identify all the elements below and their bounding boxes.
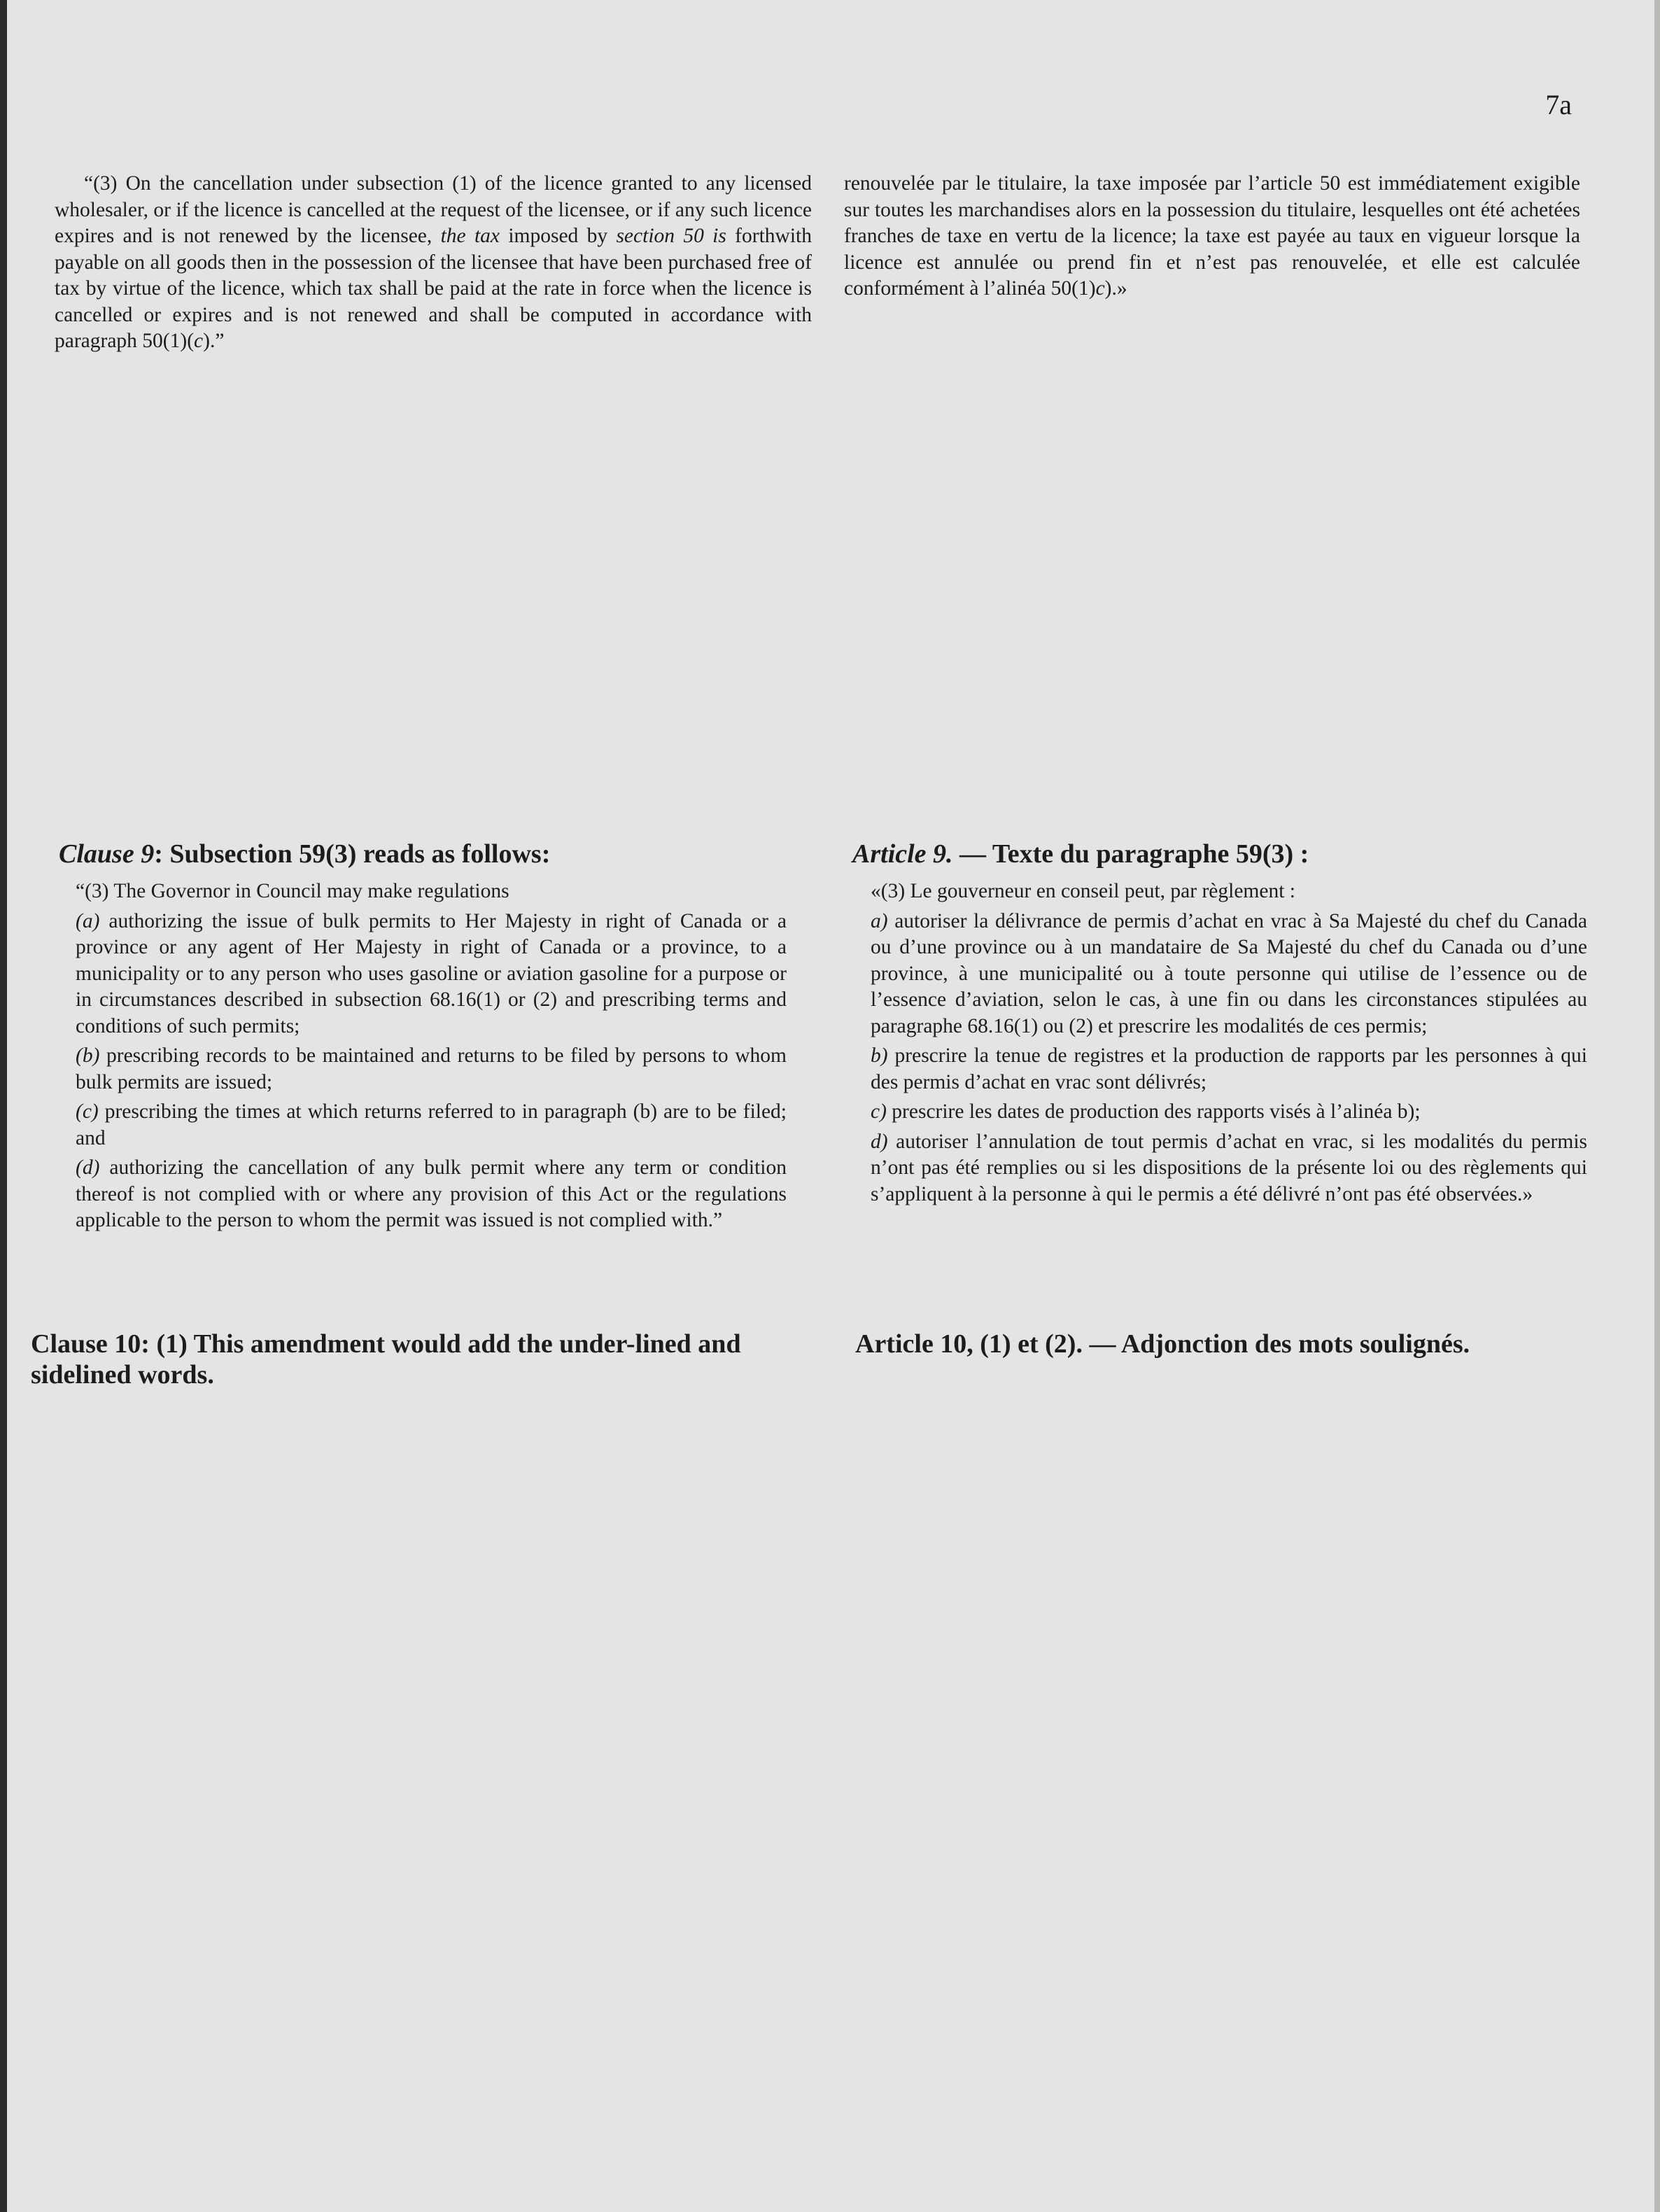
paragraphe-50-3-texte: renouvelée par le titulaire, la taxe imposée par l’article 50 est immédiatement exigible sur toutes les marchandises alors en la possession du titulaire, lesquelles ont été achetées franches de taxe en vertu de la licence; la taxe est payée au taux en vigueur lorsque la licence est annulée ou prend fin et n’est pas renouvelée, et elle est calculée conformément à l’alinéa 50(1)c).» [844, 172, 1580, 300]
page-left-edge [0, 0, 7, 2212]
clause-9-item-c: (c) prescribing the times at which returns referred to in paragraph (b) are to be filed; and [76, 1100, 787, 1149]
clause-9-lead: “(3) The Governor in Council may make regulations [76, 880, 509, 902]
clause-9-body [76, 878, 787, 1238]
article-9-body [871, 878, 1587, 1211]
article-9-item-a: a) autoriser la délivrance de permis d’achat en vrac à Sa Majesté du chef du Canada ou d’une province ou à un mandataire de Sa Majesté du chef du Canada ou d’une province, à une municipalité ou à toute personne qui utilise de l’essence ou de l’essence d’aviation, selon le cas, à une fin ou dans les circonstances stipulées au paragraphe 68.16(1) ou (2) et prescrire les modalités de ces permis; [871, 909, 1587, 1037]
subsection-50-3-text: “(3) On the cancellation under subsection (1) of the licence granted to any licensed wholesaler, or if the licence is cancelled at the request of the licensee, or if any such licence expires and is not renewed by the licensee, the tax imposed by section 50 is forthwith payable on all goods then in the possession of the licensee that have been purchased free of tax by virtue of the licence, which tax shall be paid at the rate in force when the licence is cancelled or expires and is not renewed and shall be computed in accordance with paragraph 50(1)(c).” [55, 172, 812, 352]
clause-10-heading: Clause 10: (1) This amendment would add the under-lined and sidelined words. [31, 1329, 741, 1390]
article-9-heading: Article 9. — Texte du paragraphe 59(3) : [852, 839, 1309, 869]
clause-9-item-b: (b) prescribing records to be maintained and returns to be filed by persons to whom bulk permits are issued; [76, 1044, 787, 1093]
english-column [55, 171, 812, 355]
article-9-item-c: c) prescrire les dates de production des rapports visés à l’alinéa b); [871, 1100, 1421, 1123]
page-number: 7a [1545, 89, 1572, 120]
article-10-heading: Article 10, (1) et (2). — Adjonction des mots soulignés. [855, 1329, 1470, 1359]
clause-9-item-d: (d) authorizing the cancellation of any bulk permit where any term or condition thereof is not complied with or where any provision of this Act or the regulations applicable to the person to whom the permit was issued is not complied with.” [76, 1156, 787, 1231]
clause-9-item-a: (a) authorizing the issue of bulk permits to Her Majesty in right of Canada or a province or any agent of Her Majesty in right of Canada or a province, to a municipality or to any person who uses gasoline or aviation gasoline for a purpose or in circumstances described in subsection 68.16(1) or (2) and prescribing terms and conditions of such permits; [76, 909, 787, 1037]
page-right-edge [1654, 0, 1660, 2212]
article-9-lead: «(3) Le gouverneur en conseil peut, par règlement : [871, 880, 1295, 902]
french-column [844, 171, 1580, 302]
clause-9-heading: Clause 9: Subsection 59(3) reads as follows: [59, 839, 551, 869]
article-9-item-d: d) autoriser l’annulation de tout permis d’achat en vrac, si les modalités du permis n’ont pas été remplies ou si les dispositions de la présente loi ou des règlements qui s’appliquent à la personne à qui le permis a été délivré n’ont pas été observées.» [871, 1130, 1587, 1205]
article-9-item-b: b) prescrire la tenue de registres et la production de rapports par les personnes à qui des permis d’achat en vrac sont délivrés; [871, 1044, 1587, 1093]
